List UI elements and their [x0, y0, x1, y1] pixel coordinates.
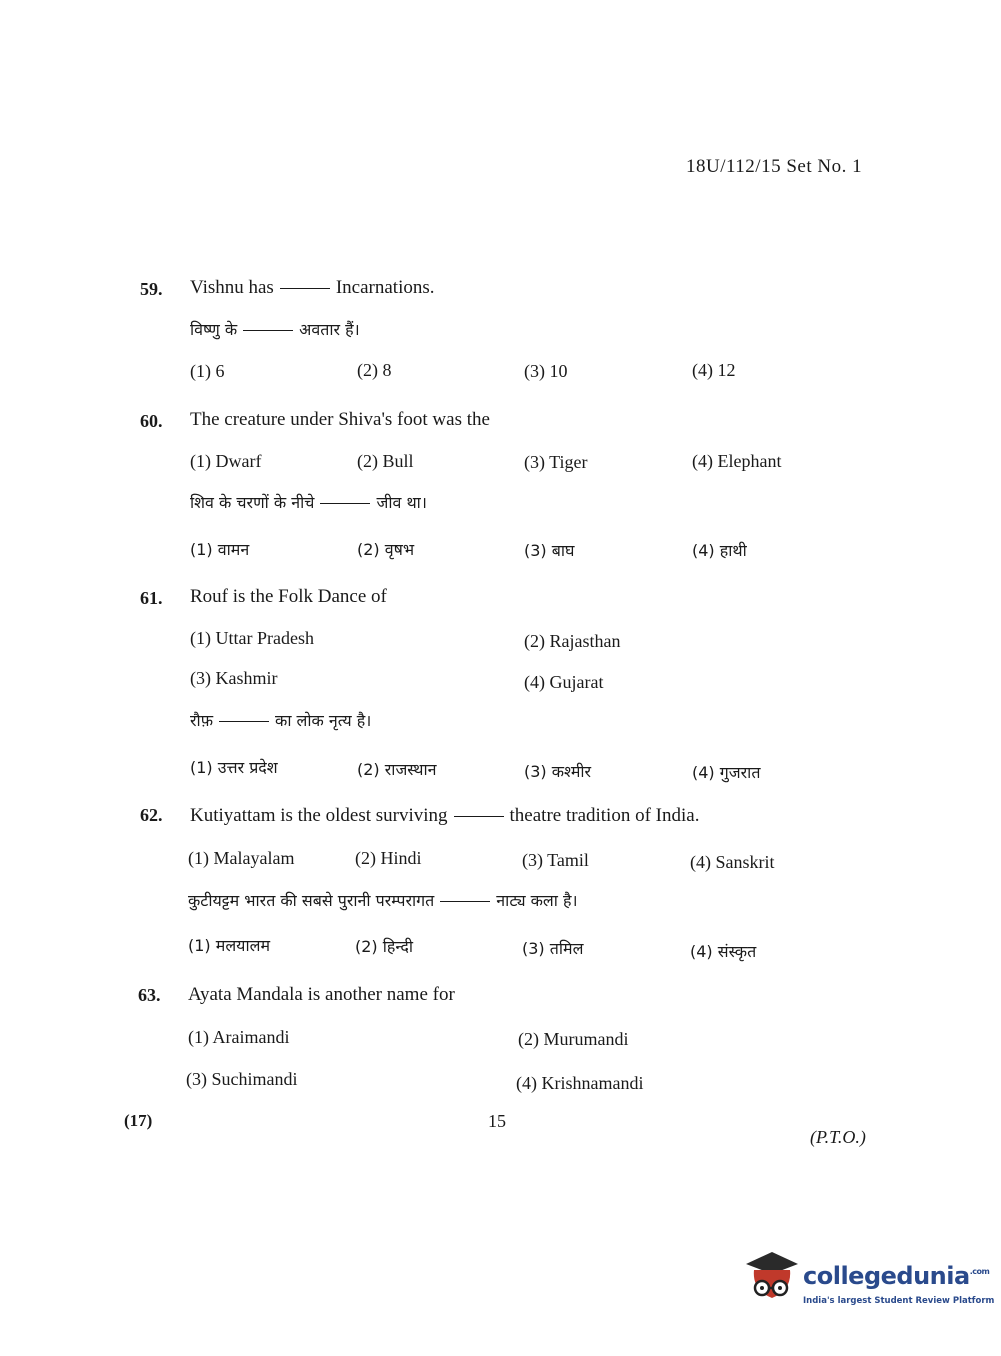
footer-count: (17): [124, 1111, 153, 1130]
option: (3) 10: [524, 361, 568, 381]
option: (1) मलयालम: [188, 936, 271, 955]
option: (1) Malayalam: [188, 848, 295, 868]
option: (2) Rajasthan: [524, 631, 621, 651]
option: (3) कश्मीर: [524, 762, 592, 781]
option: (2) वृषभ: [357, 540, 415, 559]
option: (2) हिन्दी: [355, 937, 413, 956]
question-number: 59.: [140, 279, 163, 299]
question-number: 63.: [138, 985, 161, 1005]
question-number: 61.: [140, 588, 163, 608]
question-number: 62.: [140, 805, 163, 825]
logo-wordmark: collegedunia$^{.com}$: [803, 1262, 990, 1290]
option: (4) Gujarat: [524, 672, 604, 692]
option: (3) बाघ: [524, 541, 575, 560]
page-number: 15: [488, 1111, 506, 1131]
option: (4) गुजरात: [692, 763, 761, 782]
option: (4) Elephant: [692, 451, 782, 471]
option: (4) हाथी: [692, 541, 747, 560]
question-number: 60.: [140, 411, 163, 431]
option: (3) Kashmir: [190, 668, 278, 688]
blank-line: [440, 901, 490, 902]
blank-line: [219, 721, 269, 722]
blank-line: [280, 288, 330, 289]
question-text-hi: विष्णु के अवतार हैं।: [190, 320, 360, 339]
option: (4) संस्कृत: [690, 942, 757, 961]
question-text-en: Vishnu has Incarnations.: [190, 277, 435, 298]
option: (2) 8: [357, 360, 392, 380]
option: (3) Tiger: [524, 452, 588, 472]
option: (2) Murumandi: [518, 1029, 629, 1049]
option: (1) 6: [190, 361, 225, 381]
option: (1) Uttar Pradesh: [190, 628, 314, 648]
question-text-hi: कुटीयट्टम भारत की सबसे पुरानी परम्परागत नाट्य कला है।: [188, 891, 578, 910]
option: (4) Krishnamandi: [516, 1073, 644, 1093]
option: (1) Dwarf: [190, 451, 262, 471]
question-text-en: Rouf is the Folk Dance of: [190, 586, 387, 607]
blank-line: [243, 330, 293, 331]
option: (1) Araimandi: [188, 1027, 290, 1047]
option: (3) तमिल: [522, 939, 584, 958]
option: (1) वामन: [190, 540, 250, 559]
option: (2) राजस्थान: [357, 760, 437, 779]
option: (3) Tamil: [522, 850, 589, 870]
question-text-hi: रौफ़ का लोक नृत्य है।: [190, 711, 372, 730]
mascot-icon: [742, 1250, 802, 1308]
logo-tagline: India's largest Student Review Platform: [803, 1296, 995, 1306]
question-text-en: Kutiyattam is the oldest surviving theatre tradition of India.: [190, 805, 700, 826]
question-text-en: The creature under Shiva's foot was the: [190, 409, 490, 430]
option: (2) Bull: [357, 451, 414, 471]
option: (2) Hindi: [355, 848, 422, 868]
option: (1) उत्तर प्रदेश: [190, 758, 278, 777]
question-text-en: Ayata Mandala is another name for: [188, 984, 455, 1005]
blank-line: [454, 816, 504, 817]
pto-label: (P.T.O.): [810, 1127, 866, 1147]
option: (3) Suchimandi: [186, 1069, 298, 1089]
option: (4) 12: [692, 360, 736, 380]
question-text-hi: शिव के चरणों के नीचे जीव था।: [190, 493, 427, 512]
option: (4) Sanskrit: [690, 852, 775, 872]
paper-code: 18U/112/15 Set No. 1: [686, 156, 863, 177]
blank-line: [320, 503, 370, 504]
